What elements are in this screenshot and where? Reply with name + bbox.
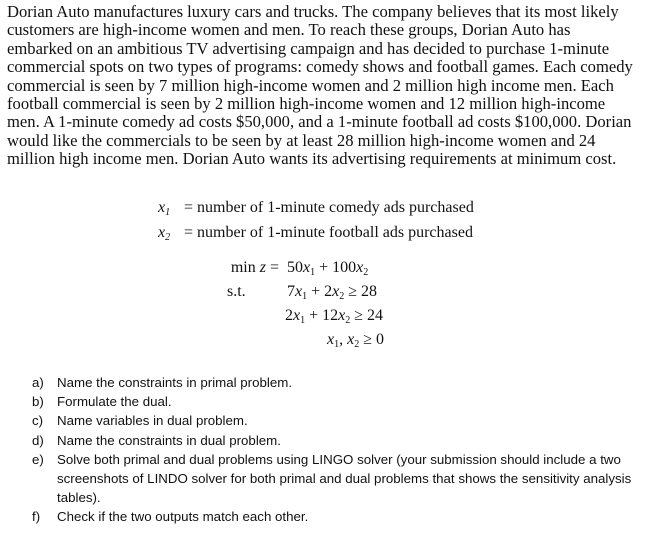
question-list xyxy=(32,373,632,527)
question-text: Name the constraints in primal problem. xyxy=(57,375,293,390)
definition-x2-text: = number of 1-minute football ads purchased xyxy=(184,224,473,241)
constraint-men: $2x_1 + 12x_2 \ge 24$ xyxy=(285,307,384,326)
constraint-women: $7x_1 + 2x_2 \ge 28$ xyxy=(287,283,378,302)
question-marker: c) xyxy=(32,413,44,429)
problem-statement: Dorian Auto manufactures luxury cars and trucks. The company believes that its most likely customers are high-income women and men. To reach these groups, Dorian Auto has embarked on an ambitious TV advertising campaign and has decided to purchase 1-minute commercial spots on two types of programs: comedy shows and football games. Each comedy commercial is seen by 7 million high-income women and 2 million high income men. Each football commercial is seen by 2 million high-income women and 12 million high-income men. A 1-minute comedy ad costs $50,000, and a 1-minute football ad costs $100,000. Dorian would like the commercials to be seen by at least 28 million high-income women and 24 million high income men. Dorian Auto wants its advertising requirements at minimum cost. xyxy=(7,2,633,169)
constraint-row-3 xyxy=(227,330,384,354)
objective-row xyxy=(227,258,369,282)
question-text: Check if the two outputs match each other. xyxy=(57,509,309,525)
list-item xyxy=(32,507,632,526)
constraint-row-1 xyxy=(227,282,378,306)
question-text: Name the constraints in dual problem. xyxy=(57,432,281,448)
lp-model xyxy=(227,258,384,354)
list-item xyxy=(32,450,632,508)
nonnegativity-constraint: $x_1$, $x_2 \ge 0$ xyxy=(327,331,384,350)
list-item xyxy=(32,392,632,411)
question-marker: d) xyxy=(32,432,44,448)
question-marker: a) xyxy=(32,375,44,390)
question-text: Name variables in dual problem. xyxy=(57,413,248,429)
variable-x2: $x_2$ xyxy=(158,224,171,243)
question-marker: b) xyxy=(32,394,44,410)
question-text: Formulate the dual. xyxy=(57,394,172,410)
definition-x2 xyxy=(158,223,474,248)
definition-x1-text: = number of 1-minute comedy ads purchased xyxy=(184,199,474,216)
variable-x1: $x_1$ xyxy=(158,199,171,218)
question-text: Solve both primal and dual problems using LINGO solver (your submission should include a two screenshots of LINDO solver for both primal and dual problems that shows the sensitivity analysis tables). xyxy=(57,451,632,506)
constraint-row-2 xyxy=(227,306,384,330)
definition-x1 xyxy=(158,198,474,223)
question-marker: e) xyxy=(32,451,44,467)
list-item xyxy=(32,431,632,450)
list-item xyxy=(32,373,632,392)
variable-definitions xyxy=(158,198,474,248)
subject-to-label: s.t. xyxy=(227,283,246,300)
list-item xyxy=(32,411,632,430)
objective-label: min z = xyxy=(230,259,279,276)
objective-function: $50x_1 + 100x_2$ xyxy=(287,259,369,278)
question-marker: f) xyxy=(32,509,41,525)
